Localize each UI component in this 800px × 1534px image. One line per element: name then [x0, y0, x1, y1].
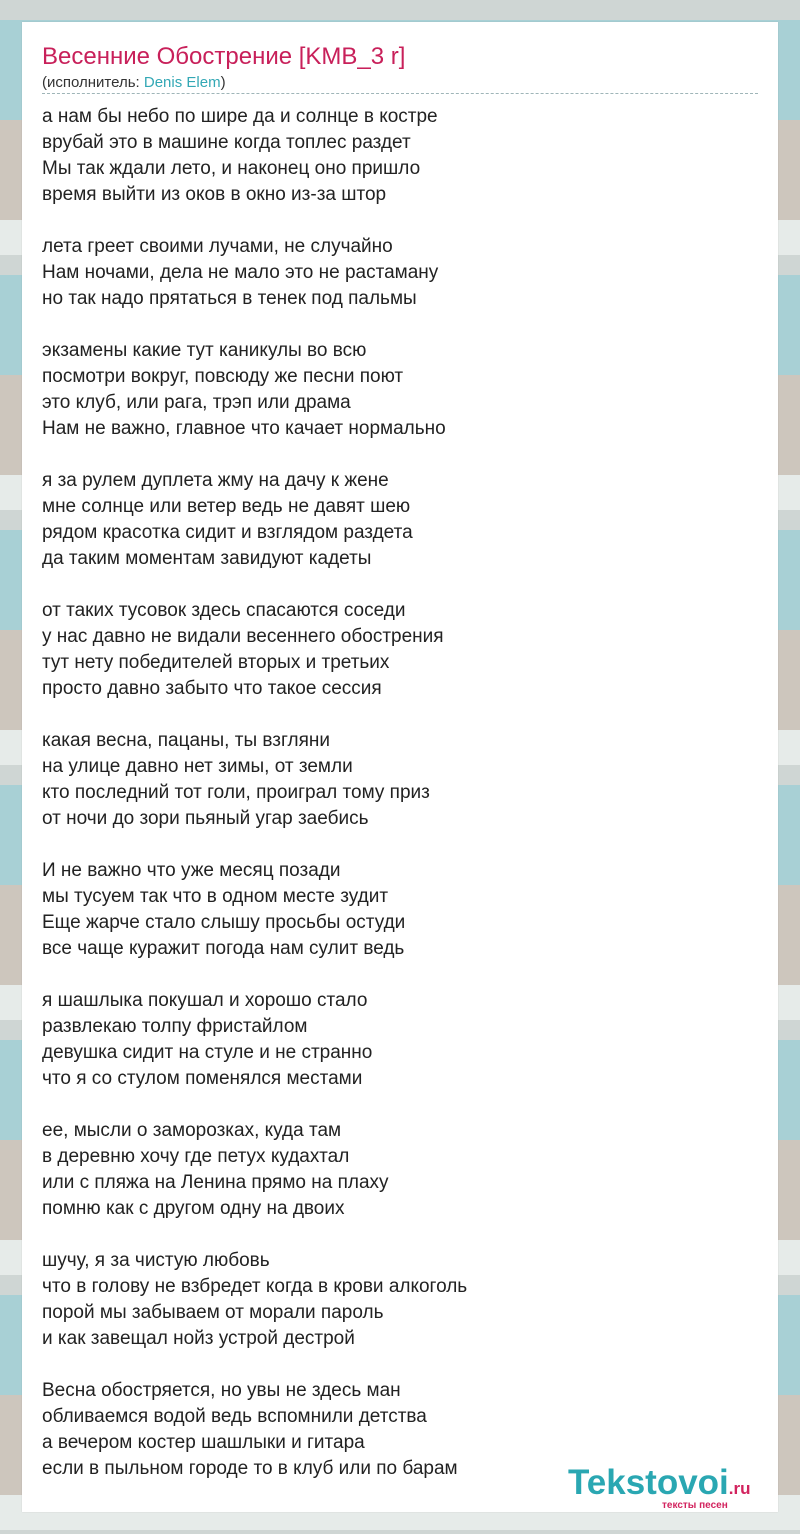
lyric-line: все чаще куражит погода нам сулит ведь	[42, 938, 405, 959]
lyric-line: мы тусуем так что в одном месте зудит	[42, 886, 389, 907]
artist-line	[42, 73, 226, 93]
song-title: Весенние Обострение [KMB_3 r]	[42, 43, 406, 70]
stanza	[42, 468, 742, 572]
lyric-line: шучу, я за чистую любовь	[42, 1250, 270, 1271]
lyrics-card	[22, 22, 778, 1512]
lyric-line: помню как с другом одну на двоих	[42, 1198, 345, 1219]
lyric-line: рядом красотка сидит и взглядом раздета	[42, 522, 413, 543]
lyric-line: от ночи до зори пьяный угар заебись	[42, 808, 369, 829]
lyric-line: развлекаю толпу фристайлом	[42, 1016, 308, 1037]
lyric-line: экзамены какие тут каникулы во всю	[42, 340, 367, 361]
lyric-line: и как завещал нойз устрой дестрой	[42, 1328, 355, 1349]
lyric-line: девушка сидит на стуле и не странно	[42, 1042, 373, 1063]
title-divider	[42, 93, 758, 94]
stanza	[42, 1248, 742, 1352]
lyrics-text	[42, 104, 742, 1508]
lyric-line: посмотри вокруг, повсюду же песни поют	[42, 366, 404, 387]
artist-link[interactable]: Denis Elem	[143, 74, 221, 91]
lyric-line: Еще жарче стало слышу просьбы остуди	[42, 912, 406, 933]
lyric-line: в деревню хочу где петух кудахтал	[42, 1146, 350, 1167]
lyric-line: если в пыльном городе то в клуб или по барам	[42, 1458, 458, 1479]
stanza	[42, 988, 742, 1092]
lyric-line: лета греет своими лучами, не случайно	[42, 236, 393, 257]
stanza	[42, 338, 742, 442]
lyric-line: Весна обостряется, но увы не здесь ман	[42, 1380, 401, 1401]
lyric-line: какая весна, пацаны, ты взгляни	[42, 730, 330, 751]
lyric-line: тут нету победителей вторых и третьих	[42, 652, 390, 673]
lyric-line: или с пляжа на Ленина прямо на плаху	[42, 1172, 389, 1193]
lyric-line: а нам бы небо по шире да и солнце в костре	[42, 106, 438, 127]
lyric-line: ее, мысли о заморозках, куда там	[42, 1120, 342, 1141]
lyric-line: от таких тусовок здесь спасаются соседи	[42, 600, 406, 621]
stanza	[42, 728, 742, 832]
lyric-line: это клуб, или рага, трэп или драма	[42, 392, 351, 413]
logo-name: Tekstovoi	[568, 1463, 729, 1502]
lyric-line: обливаемся водой ведь вспомнили детства	[42, 1406, 427, 1427]
stanza	[42, 104, 742, 208]
stanza	[42, 234, 742, 312]
lyric-line: И не важно что уже месяц позади	[42, 860, 341, 881]
lyric-line: что в голову не взбредет когда в крови алкоголь	[42, 1276, 468, 1297]
lyric-line: у нас давно не видали весеннего обострения	[42, 626, 444, 647]
lyric-line: время выйти из оков в окно из-за штор	[42, 184, 387, 205]
lyric-line: но так надо прятаться в тенек под пальмы	[42, 288, 417, 309]
stanza	[42, 1118, 742, 1222]
lyric-line: Мы так ждали лето, и наконец оно пришло	[42, 158, 421, 179]
artist-prefix: (исполнитель:	[42, 74, 144, 91]
lyric-line: я шашлыка покушал и хорошо стало	[42, 990, 368, 1011]
lyric-line: что я со стулом поменялся местами	[42, 1068, 363, 1089]
artist-suffix: )	[220, 74, 226, 91]
site-logo[interactable]	[568, 1464, 778, 1514]
lyric-line: врубай это в машине когда топлес раздет	[42, 132, 411, 153]
stanza	[42, 598, 742, 702]
lyric-line: просто давно забыто что такое сессия	[42, 678, 382, 699]
stanza	[42, 858, 742, 962]
lyric-line: порой мы забываем от морали пароль	[42, 1302, 384, 1323]
lyric-line: кто последний тот голи, проиграл тому приз	[42, 782, 430, 803]
lyric-line: я за рулем дуплета жму на дачу к жене	[42, 470, 389, 491]
logo-tagline: тексты песен	[662, 1500, 728, 1511]
logo-tld: .ru	[728, 1479, 751, 1498]
lyric-line: на улице давно нет зимы, от земли	[42, 756, 353, 777]
lyric-line: мне солнце или ветер ведь не давят шею	[42, 496, 411, 517]
lyric-line: да таким моментам завидуют кадеты	[42, 548, 372, 569]
lyric-line: Нам не важно, главное что качает нормально	[42, 418, 446, 439]
lyric-line: Нам ночами, дела не мало это не растаману	[42, 262, 439, 283]
lyric-line: а вечером костер шашлыки и гитара	[42, 1432, 365, 1453]
